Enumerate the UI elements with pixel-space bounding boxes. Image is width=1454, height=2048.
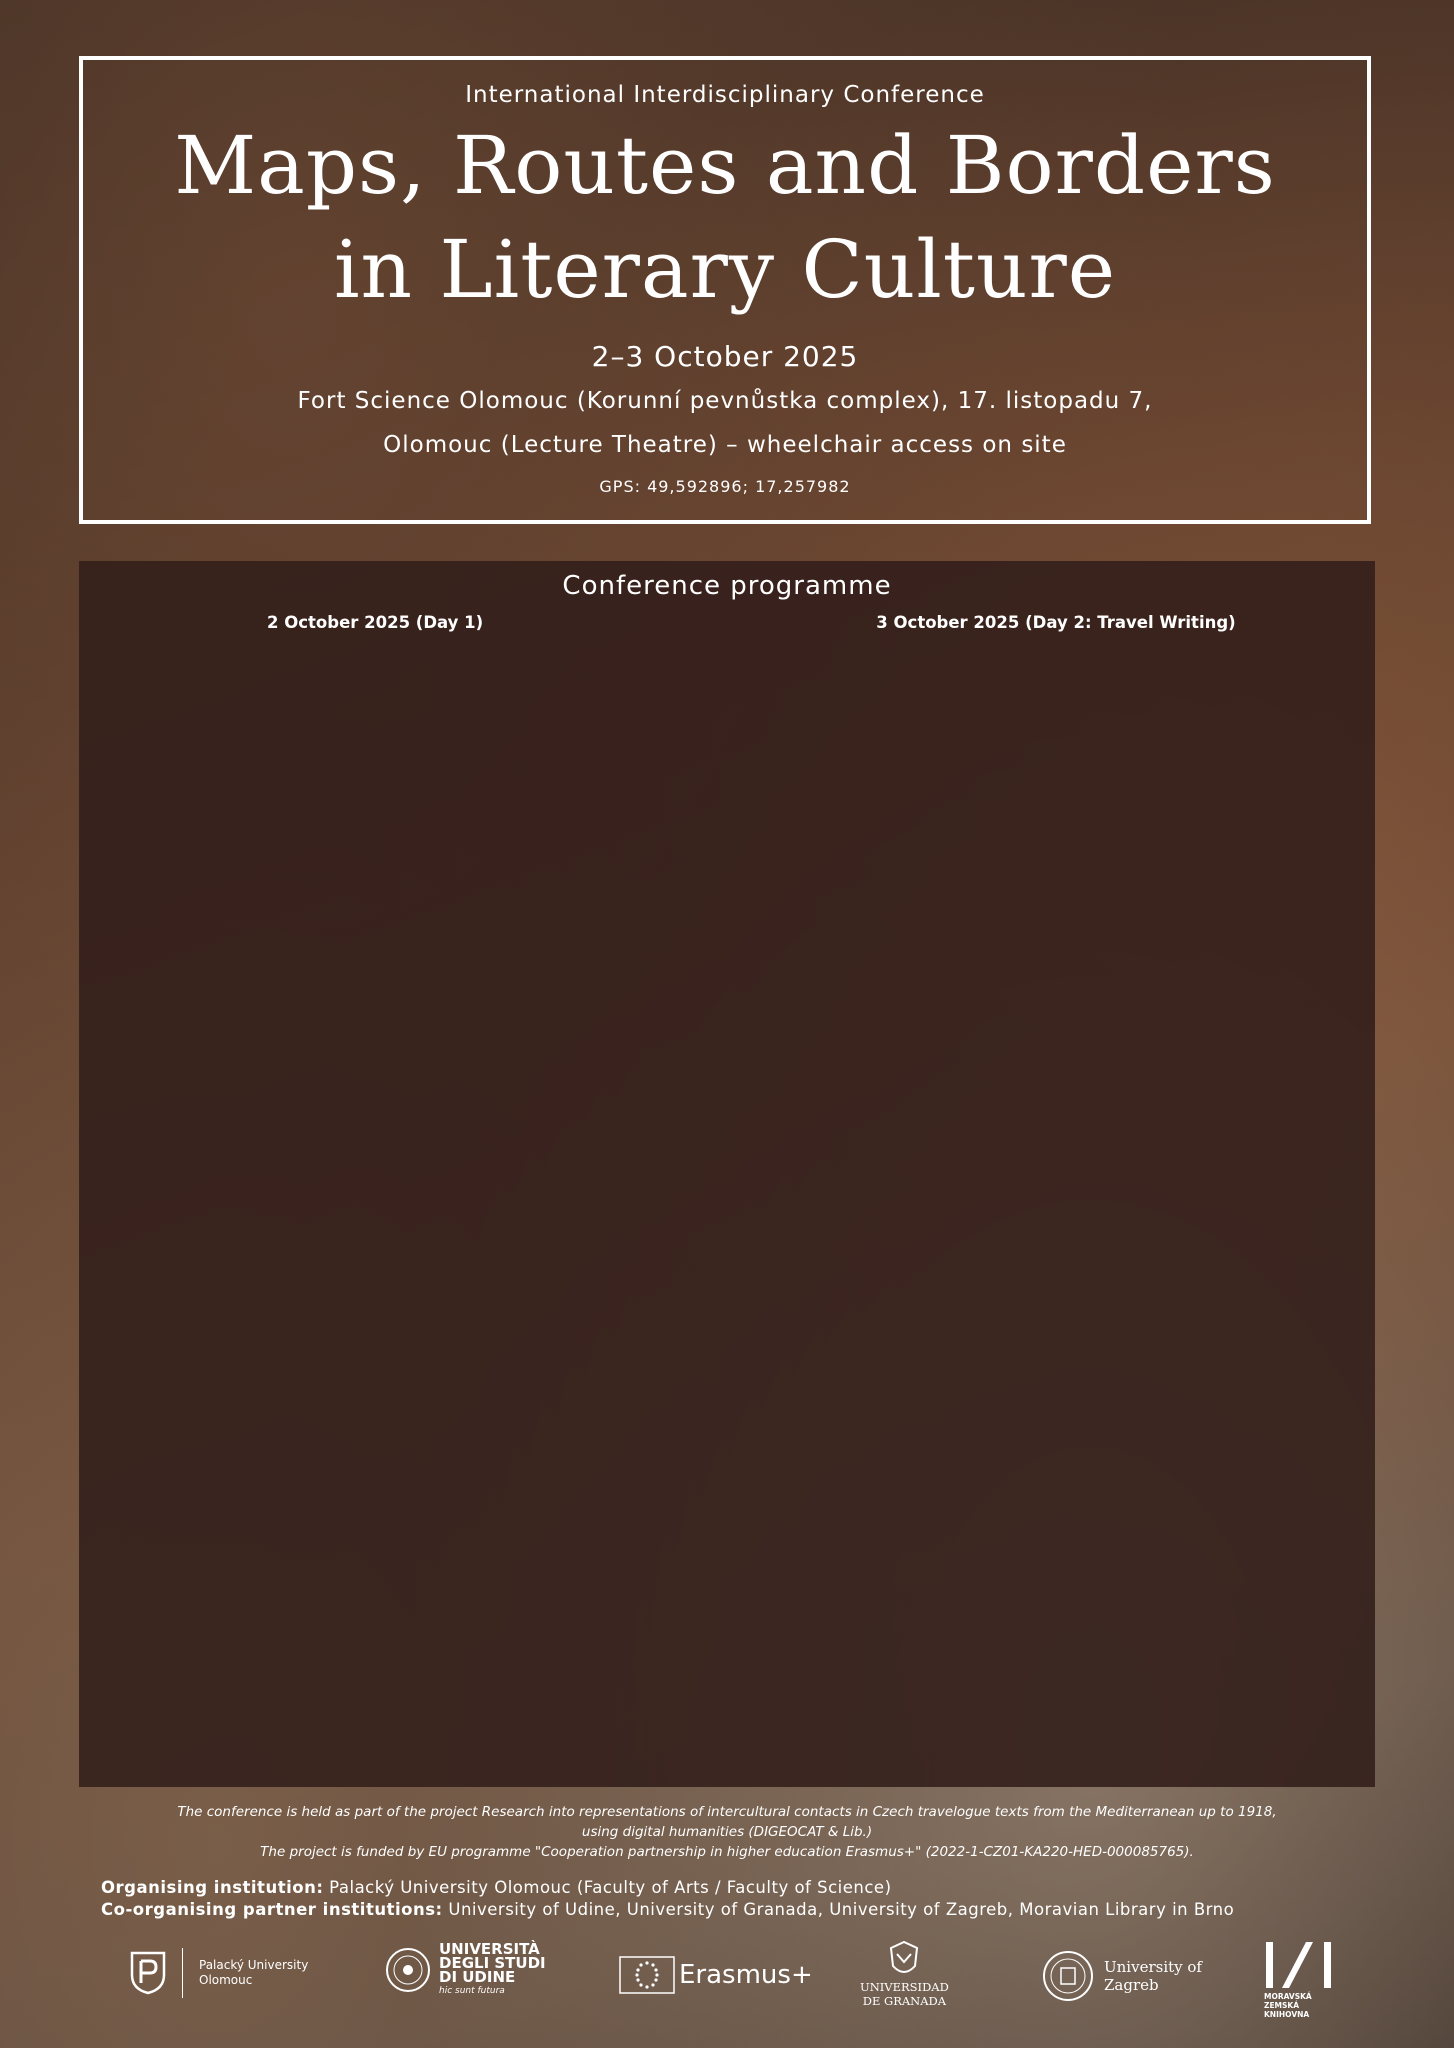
moravian-library-logo: MORAVSKÁ ZEMSKÁ KNIHOVNA xyxy=(1262,1940,1338,2019)
day1-title: 2 October 2025 (Day 1) xyxy=(267,613,484,632)
palacky-emblem-icon xyxy=(130,1951,166,1995)
erasmus-plus-logo: Erasmus+ xyxy=(619,1956,813,1994)
palacky-university-logo: Palacký University Olomouc xyxy=(130,1948,308,1998)
day1-column xyxy=(99,613,714,638)
programme-panel xyxy=(79,561,1375,1787)
organising-institution: Organising institution: Palacký University Olomouc (Faculty of Arts / Faculty of Science) xyxy=(101,1878,892,1897)
partner-logos xyxy=(100,1940,1360,2020)
programme-title: Conference programme xyxy=(562,571,892,601)
eu-flag-icon xyxy=(619,1956,675,1994)
university-of-granada-logo: UNIVERSIDAD DE GRANADA xyxy=(860,1940,949,2008)
university-of-zagreb-logo: University of Zagreb xyxy=(1042,1950,1202,2002)
title-frame xyxy=(79,56,1371,524)
mzk-mark-icon xyxy=(1262,1940,1338,1992)
day2-column xyxy=(727,613,1355,638)
project-note: The conference is held as part of the project Research into representations of intercultural contacts in Czech travelogue texts from the Mediterranean up to 1918, using digital humanities (DIGEOCAT & Lib.) The project is funded by EU programme "Cooperation partnership in higher education Erasmus+" (2022-1-CZ01-KA220-HED-000085765). xyxy=(177,1804,1277,1860)
conference-dates: 2–3 October 2025 xyxy=(591,340,859,373)
university-of-udine-logo: UNIVERSITÀ DEGLI STUDI DI UDINE hic sunt futura xyxy=(385,1942,546,1998)
co-organising-institutions: Co-organising partner institutions: University of Udine, University of Granada, University of Zagreb, Moravian Library in Brno xyxy=(101,1900,1235,1919)
conference-type: International Interdisciplinary Conference xyxy=(465,82,985,108)
venue: Fort Science Olomouc (Korunní pevnůstka complex), 17. listopadu 7, Olomouc (Lecture Theatre) – wheelchair access on site xyxy=(297,388,1153,458)
gps-coordinates: GPS: 49,592896; 17,257982 xyxy=(599,477,851,496)
day2-title: 3 October 2025 (Day 2: Travel Writing) xyxy=(876,613,1236,632)
zagreb-seal-icon xyxy=(1042,1950,1094,2002)
conference-title: Maps, Routes and Borders in Literary Culture xyxy=(174,119,1276,316)
udine-seal-icon xyxy=(385,1947,431,1993)
granada-crest-icon xyxy=(887,1940,921,1980)
